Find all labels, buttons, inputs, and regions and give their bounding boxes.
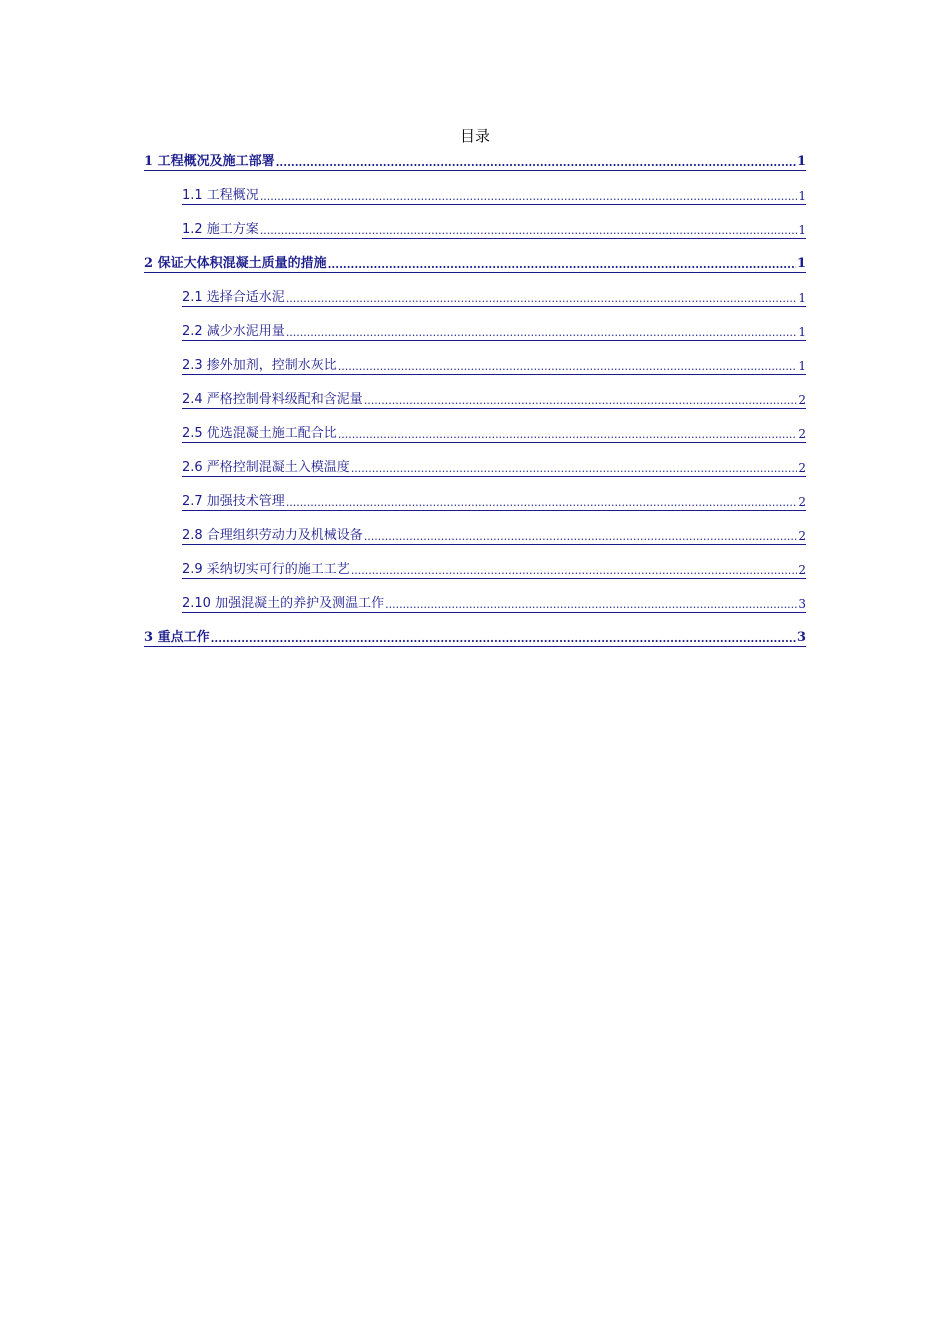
- toc-entry-page: 3: [798, 597, 806, 611]
- toc-entry-1[interactable]: [144, 150, 806, 184]
- toc-entry-2-10[interactable]: [144, 592, 806, 626]
- toc-entry-page: 1: [798, 359, 806, 373]
- toc-entry-page: 1: [796, 154, 806, 169]
- dot-leader: [211, 632, 796, 646]
- toc-entry-label: 3 重点工作: [144, 630, 210, 645]
- toc-entry-page: 2: [798, 495, 806, 509]
- toc-title: 目录: [459, 127, 490, 145]
- dot-leader: [351, 564, 798, 578]
- toc-entry-2-6[interactable]: [144, 456, 806, 490]
- toc-entry-label: 2.8 合理组织劳动力及机械设备: [182, 528, 363, 543]
- toc-entry-2-4[interactable]: [144, 388, 806, 422]
- toc-entry-1-1[interactable]: [144, 184, 806, 218]
- toc-entry-2-5[interactable]: [144, 422, 806, 456]
- toc-entry-page: 1: [798, 189, 806, 203]
- toc-entry-1-2[interactable]: [144, 218, 806, 252]
- toc-entry-3[interactable]: [144, 626, 806, 660]
- dot-leader: [364, 394, 798, 408]
- toc-entry-page: 2: [798, 393, 806, 407]
- toc-entry-2-2[interactable]: [144, 320, 806, 354]
- toc-entry-label: 2.5 优选混凝土施工配合比: [182, 426, 337, 441]
- dot-leader: [385, 598, 797, 612]
- toc-entry-page: 2: [798, 563, 806, 577]
- toc-entry-label: 1.1 工程概况: [182, 188, 259, 203]
- dot-leader: [260, 190, 798, 204]
- toc-entry-2-8[interactable]: [144, 524, 806, 558]
- toc-entry-label: 2.9 采纳切实可行的施工工艺: [182, 562, 350, 577]
- toc-entry-label: 2.6 严格控制混凝土入模温度: [182, 460, 350, 475]
- toc-entry-page: 1: [796, 256, 806, 271]
- toc-entry-label: 2 保证大体积混凝土质量的措施: [144, 256, 327, 271]
- dot-leader: [338, 428, 798, 442]
- toc-entry-page: 3: [796, 630, 806, 645]
- toc-entry-label: 2.1 选择合适水泥: [182, 290, 285, 305]
- toc-entry-2-7[interactable]: [144, 490, 806, 524]
- toc-entry-label: 2.2 减少水泥用量: [182, 324, 285, 339]
- table-of-contents: [144, 150, 806, 660]
- dot-leader: [338, 360, 798, 374]
- dot-leader: [328, 258, 796, 272]
- toc-entry-page: 1: [798, 325, 806, 339]
- toc-entry-2-1[interactable]: [144, 286, 806, 320]
- dot-leader: [286, 326, 798, 340]
- dot-leader: [351, 462, 798, 476]
- dot-leader: [286, 292, 798, 306]
- toc-entry-page: 1: [798, 223, 806, 237]
- toc-entry-page: 2: [798, 427, 806, 441]
- dot-leader: [286, 496, 798, 510]
- dot-leader: [364, 530, 798, 544]
- toc-entry-page: 2: [798, 529, 806, 543]
- toc-entry-page: 1: [798, 291, 806, 305]
- dot-leader: [276, 156, 796, 170]
- toc-entry-label: 2.4 严格控制骨料级配和含泥量: [182, 392, 363, 407]
- toc-entry-2-3[interactable]: [144, 354, 806, 388]
- toc-entry-label: 2.10 加强混凝土的养护及测温工作: [182, 596, 385, 611]
- toc-entry-2-9[interactable]: [144, 558, 806, 592]
- toc-entry-label: 2.3 掺外加剂，控制水灰比: [182, 358, 337, 373]
- toc-entry-label: 1 工程概况及施工部署: [144, 154, 275, 169]
- toc-entry-label: 2.7 加强技术管理: [182, 494, 285, 509]
- toc-entry-2[interactable]: [144, 252, 806, 286]
- toc-entry-label: 1.2 施工方案: [182, 222, 259, 237]
- toc-entry-page: 2: [798, 461, 806, 475]
- dot-leader: [260, 224, 798, 238]
